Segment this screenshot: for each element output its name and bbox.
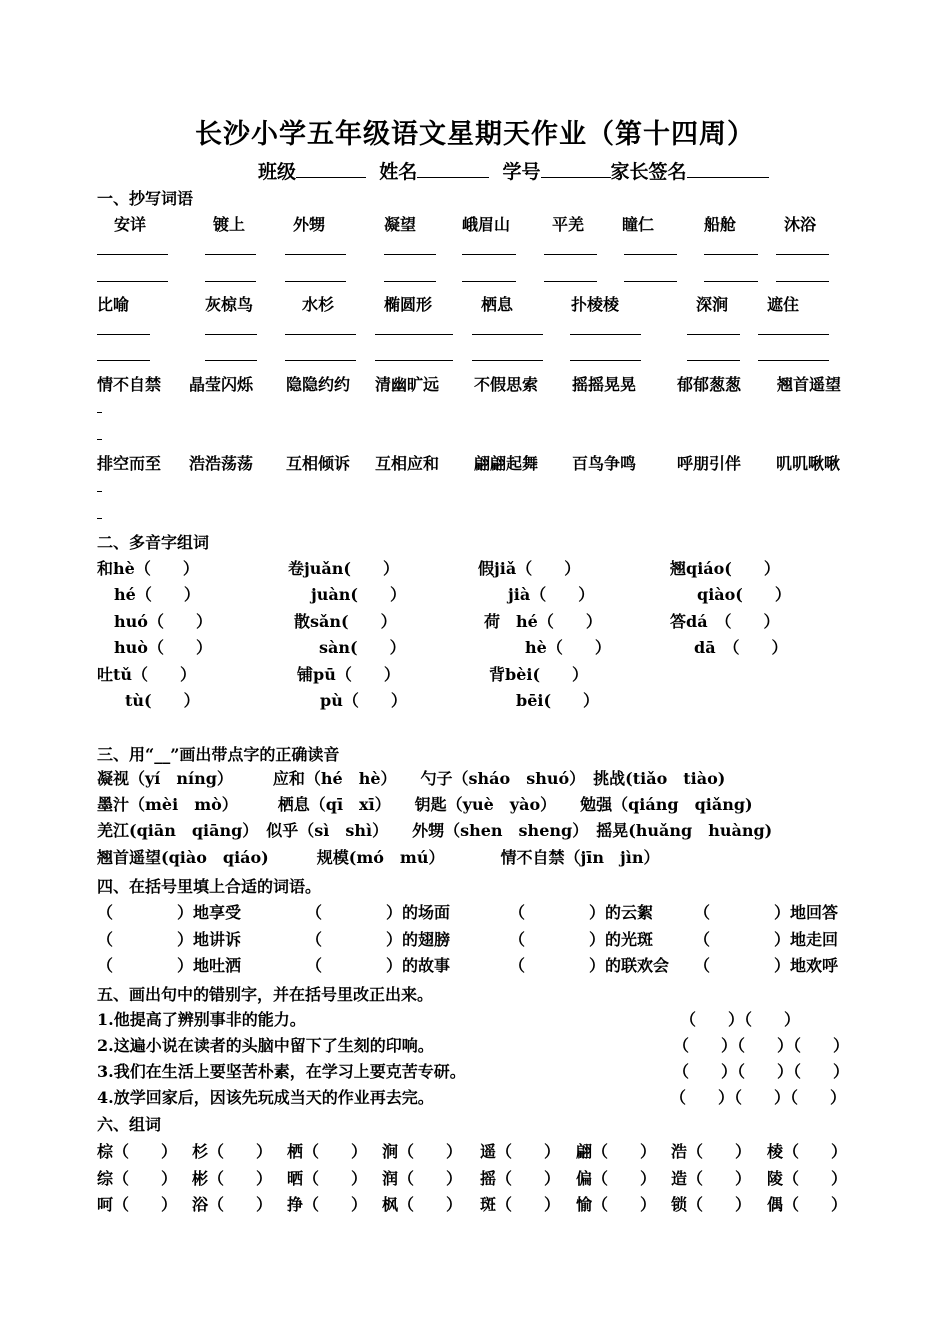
word-row3: 摇摇晃晃 [572, 375, 637, 394]
word-row3: 翘首遥望 [777, 375, 842, 394]
compose-word[interactable]: 锁（ ） [671, 1195, 752, 1214]
word-row4: 互相倾诉 [286, 454, 351, 473]
compose-word[interactable]: 偏（ ） [576, 1169, 657, 1188]
class-blank[interactable] [296, 159, 366, 178]
polyphone-item[interactable]: 答dá （ ） [670, 612, 780, 631]
compose-word[interactable]: 斑（ ） [480, 1195, 561, 1214]
copy-line[interactable] [570, 360, 641, 361]
polyphone-item[interactable]: 卷juǎn( ） [288, 559, 399, 578]
word-row1: 镀上 [213, 215, 246, 234]
compose-word[interactable]: 综（ ） [97, 1169, 178, 1188]
compose-word[interactable]: 涧（ ） [382, 1142, 463, 1161]
copy-line[interactable] [704, 281, 758, 282]
fill-phrase[interactable]: （ ）地享受 [97, 903, 242, 922]
compose-word[interactable]: 晒（ ） [287, 1169, 368, 1188]
parent-blank[interactable] [687, 159, 769, 178]
word-row1: 船舱 [704, 215, 737, 234]
word-row2: 水杉 [302, 295, 335, 314]
class-label: 班级 [258, 161, 297, 183]
polyphone-item[interactable]: huò（ ） [114, 638, 212, 657]
copy-line[interactable] [624, 281, 677, 282]
word-row4: 呼朋引伴 [677, 454, 742, 473]
compose-word[interactable]: 枫（ ） [382, 1195, 463, 1214]
name-blank[interactable] [417, 159, 489, 178]
compose-word[interactable]: 棱（ ） [767, 1142, 848, 1161]
compose-word[interactable]: 挣（ ） [287, 1195, 368, 1214]
word-row2: 灰椋鸟 [205, 295, 254, 314]
fill-phrase[interactable]: （ ）的光斑 [509, 930, 654, 949]
word-row1: 凝望 [384, 215, 417, 234]
polyphone-item[interactable]: 吐tǔ（ ） [97, 665, 197, 684]
s5-sentence: 4.放学回家后，因该先玩成当天的作业再去完。 [97, 1088, 434, 1107]
section-2-heading: 二、多音字组词 [97, 533, 210, 552]
word-row4: 互相应和 [375, 454, 440, 473]
copy-line[interactable] [544, 254, 597, 255]
s3-row: 羌江(qiān qiāng） 似乎（sì shì） 外甥（shen sheng） 摇晃(huǎng huàng) [97, 821, 773, 840]
word-row2: 椭圆形 [384, 295, 433, 314]
copy-line[interactable] [384, 281, 436, 282]
compose-word[interactable]: 遥（ ） [480, 1142, 561, 1161]
s5-sentence: 1.他提高了辨别事非的能力。 [97, 1010, 306, 1029]
s5-sentence: 2.这遍小说在读者的头脑中留下了生刻的印响。 [97, 1036, 434, 1055]
word-row1: 峨眉山 [462, 215, 511, 234]
copy-line[interactable] [375, 334, 453, 335]
compose-word[interactable]: 偶（ ） [767, 1195, 848, 1214]
section-6-heading: 六、组词 [97, 1115, 162, 1134]
compose-word[interactable]: 陵（ ） [767, 1169, 848, 1188]
copy-line[interactable] [462, 254, 516, 255]
compose-word[interactable]: 杉（ ） [192, 1142, 273, 1161]
fill-phrase[interactable]: （ ）的场面 [306, 903, 451, 922]
s5-sentence: 3.我们在生活上要坚苦朴素，在学习上要克苦专研。 [97, 1062, 466, 1081]
word-row3: 不假思索 [474, 375, 539, 394]
word-row3: 情不自禁 [97, 375, 162, 394]
word-row4: 浩浩荡荡 [189, 454, 254, 473]
polyphone-item[interactable]: 散sǎn( ） [294, 612, 397, 631]
polyphone-item[interactable]: juàn( ） [311, 585, 406, 604]
word-row2: 扑棱棱 [571, 295, 620, 314]
word-row1: 安详 [114, 215, 147, 234]
copy-line[interactable] [687, 334, 740, 335]
section-1-heading: 一、抄写词语 [97, 189, 194, 208]
polyphone-item[interactable]: jià（ ） [508, 585, 595, 604]
polyphone-item[interactable]: 假jiǎ（ ） [478, 559, 581, 578]
word-row1: 瞳仁 [622, 215, 655, 234]
polyphone-item[interactable]: 翘qiáo( ） [670, 559, 780, 578]
copy-line[interactable] [285, 281, 346, 282]
copy-line[interactable] [704, 254, 758, 255]
copy-line[interactable] [205, 360, 257, 361]
word-row2: 比喻 [97, 295, 130, 314]
copy-line[interactable] [624, 254, 677, 255]
s5-brackets[interactable]: （ ）（ ）（ ） [673, 1062, 850, 1081]
number-blank[interactable] [541, 159, 611, 178]
compose-word[interactable]: 棕（ ） [97, 1142, 178, 1161]
copy-line[interactable] [687, 360, 740, 361]
compose-word[interactable]: 呵（ ） [97, 1195, 178, 1214]
page-title: 长沙小学五年级语文星期天作业（第十四周） [195, 119, 755, 150]
polyphone-item[interactable]: hé（ ） [114, 585, 200, 604]
polyphone-item[interactable]: huó（ ） [114, 612, 212, 631]
compose-word[interactable]: 造（ ） [671, 1169, 752, 1188]
compose-word[interactable]: 浩（ ） [671, 1142, 752, 1161]
copy-line[interactable] [544, 281, 597, 282]
s5-brackets[interactable]: （ ）（ ） [680, 1010, 801, 1029]
compose-word[interactable]: 浴（ ） [192, 1195, 273, 1214]
number-label: 学号 [502, 161, 541, 183]
word-row1: 外甥 [293, 215, 326, 234]
compose-word[interactable]: 愉（ ） [576, 1195, 657, 1214]
name-label: 姓名 [379, 161, 418, 183]
fill-phrase[interactable]: （ ）的故事 [306, 956, 451, 975]
fill-phrase[interactable]: （ ）的翅膀 [306, 930, 451, 949]
section-5-heading: 五、画出句中的错别字，并在括号里改正出来。 [97, 985, 434, 1004]
fill-phrase[interactable]: （ ）地讲诉 [97, 930, 242, 949]
polyphone-item[interactable]: 和hè（ ） [97, 559, 199, 578]
polyphone-item[interactable]: bēi( ） [516, 691, 600, 710]
copy-line[interactable] [97, 491, 102, 492]
s3-row: 翘首遥望(qiào qiáo) 规模(mó mú） 情不自禁（jīn jìn） [97, 848, 660, 867]
word-row3: 郁郁葱葱 [677, 375, 742, 394]
copy-line[interactable] [97, 518, 102, 519]
word-row1: 沐浴 [784, 215, 817, 234]
copy-line[interactable] [97, 439, 102, 440]
copy-line[interactable] [97, 412, 102, 413]
fill-phrase[interactable]: （ ）地吐洒 [97, 956, 242, 975]
polyphone-item[interactable]: tù( ） [125, 691, 200, 710]
copy-line[interactable] [205, 334, 257, 335]
polyphone-item[interactable]: 铺pū（ ） [297, 665, 400, 684]
polyphone-item[interactable]: sàn( ） [319, 638, 406, 657]
compose-word[interactable]: 彬（ ） [192, 1169, 273, 1188]
section-3-heading: 三、用“__”画出带点字的正确读音 [97, 745, 340, 764]
compose-word[interactable]: 润（ ） [382, 1169, 463, 1188]
polyphone-item[interactable]: hè（ ） [525, 638, 611, 657]
section-4-heading: 四、在括号里填上合适的词语。 [97, 877, 322, 896]
word-row1: 平羌 [552, 215, 585, 234]
copy-line[interactable] [570, 334, 641, 335]
fill-phrase[interactable]: （ ）的联欢会 [509, 956, 670, 975]
polyphone-item[interactable]: 背bèi( ） [489, 665, 589, 684]
word-row4: 翩翩起舞 [474, 454, 539, 473]
fill-phrase[interactable]: （ ）地走回 [694, 930, 839, 949]
copy-line[interactable] [375, 360, 453, 361]
copy-line[interactable] [472, 360, 543, 361]
word-row3: 清幽旷远 [375, 375, 440, 394]
copy-line[interactable] [462, 281, 516, 282]
word-row3: 隐隐约约 [286, 375, 351, 394]
copy-line[interactable] [758, 360, 829, 361]
copy-line[interactable] [776, 281, 829, 282]
word-row4: 排空而至 [97, 454, 162, 473]
copy-line[interactable] [205, 281, 256, 282]
word-row2: 栖息 [481, 295, 514, 314]
s3-row: 墨汁（mèi mò） 栖息（qī xī） 钥匙（yuè yào） 勉强（qiáng qiǎng) [97, 795, 753, 814]
copy-line[interactable] [285, 254, 346, 255]
polyphone-item[interactable]: dā （ ） [694, 638, 788, 657]
polyphone-item[interactable]: 荷 hé（ ） [484, 612, 602, 631]
fill-phrase[interactable]: （ ）地回答 [694, 903, 839, 922]
s3-row: 凝视（yí níng） 应和（hé hè） 勺子（sháo shuó） 挑战(tiǎo tiào) [97, 769, 726, 788]
compose-word[interactable]: 翩（ ） [576, 1142, 657, 1161]
fill-phrase[interactable]: （ ）的云絮 [509, 903, 654, 922]
info-row [258, 157, 769, 184]
copy-line[interactable] [472, 334, 543, 335]
copy-line[interactable] [776, 254, 829, 255]
compose-word[interactable]: 摇（ ） [480, 1169, 561, 1188]
copy-line[interactable] [97, 281, 168, 282]
fill-phrase[interactable]: （ ）地欢呼 [694, 956, 839, 975]
copy-line[interactable] [205, 254, 256, 255]
polyphone-item[interactable]: qiào( ） [697, 585, 791, 604]
s5-brackets[interactable]: （ ）（ ）（ ） [670, 1088, 847, 1107]
polyphone-item[interactable]: pù（ ） [320, 691, 407, 710]
copy-line[interactable] [285, 360, 356, 361]
word-row4: 百鸟争鸣 [572, 454, 637, 473]
word-row3: 晶莹闪烁 [189, 375, 254, 394]
copy-line[interactable] [384, 254, 436, 255]
copy-line[interactable] [758, 334, 829, 335]
parent-label: 家长签名 [610, 161, 687, 183]
word-row4: 叽叽啾啾 [776, 454, 841, 473]
word-row2: 遮住 [767, 295, 800, 314]
copy-line[interactable] [97, 254, 168, 255]
word-row2: 深涧 [696, 295, 729, 314]
compose-word[interactable]: 栖（ ） [287, 1142, 368, 1161]
copy-line[interactable] [97, 360, 150, 361]
copy-line[interactable] [285, 334, 356, 335]
copy-line[interactable] [97, 334, 150, 335]
s5-brackets[interactable]: （ ）（ ）（ ） [673, 1036, 850, 1055]
